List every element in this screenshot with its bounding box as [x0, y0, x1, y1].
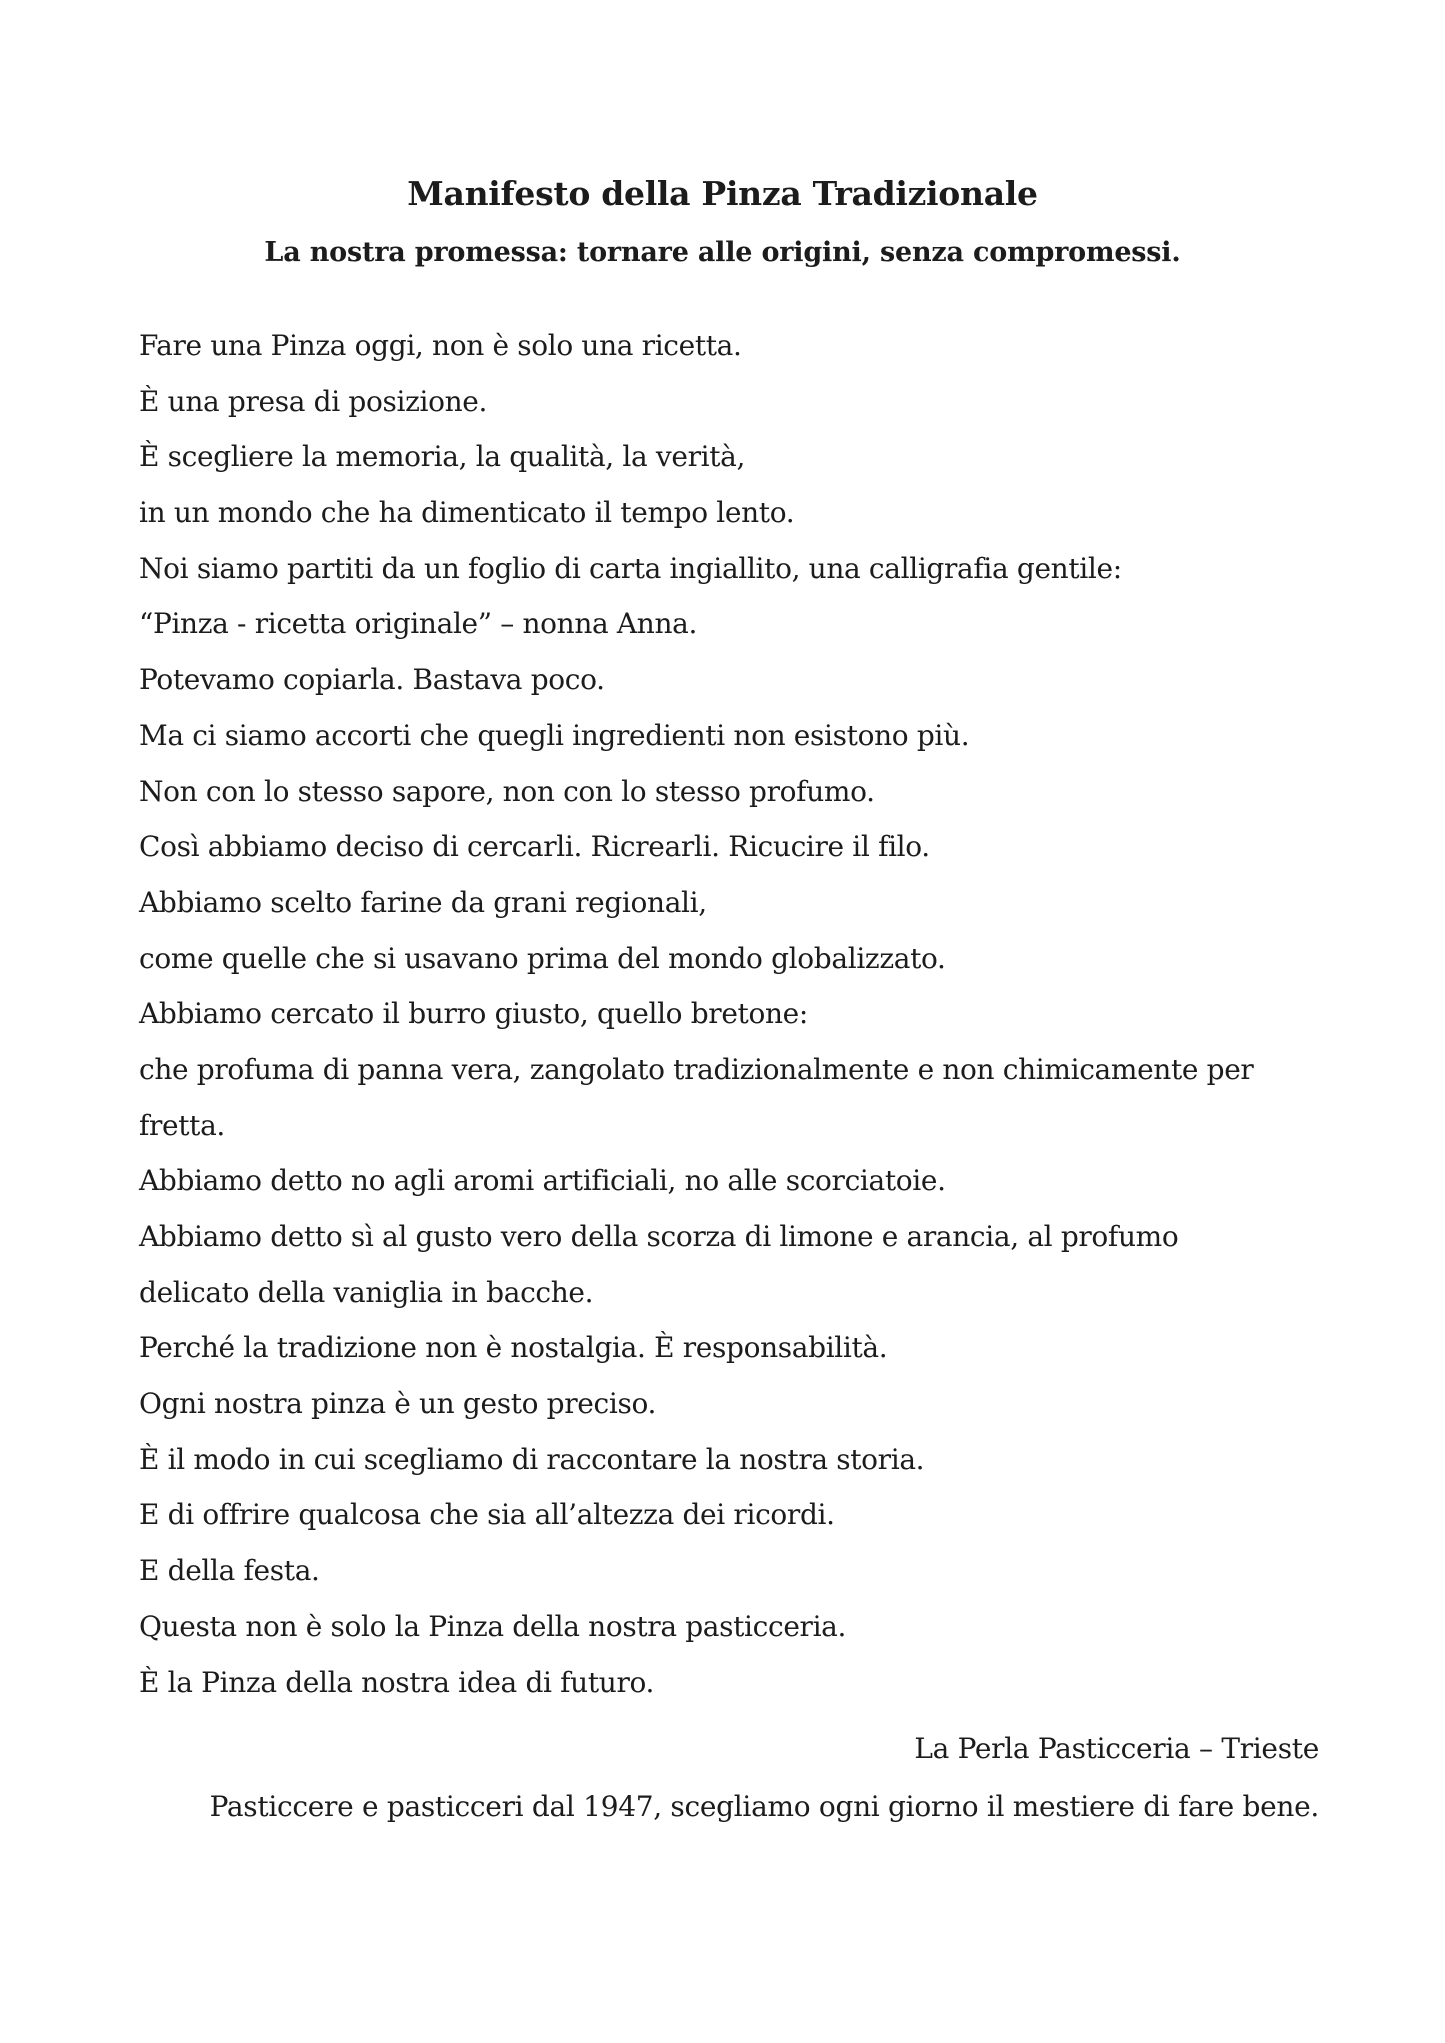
text-line: Abbiamo scelto farine da grani regionali, [139, 885, 707, 919]
text-line: Abbiamo detto no agli aromi artificiali, no alle scorciatoie. [139, 1164, 946, 1198]
text-line: Abbiamo detto sì al gusto vero della scorza di limone e arancia, al profumo [139, 1220, 1179, 1253]
text-line: Potevamo copiarla. Bastava poco. [139, 663, 605, 697]
text-line: Così abbiamo deciso di cercarli. Ricrearli. Ricucire il filo. [139, 830, 930, 864]
manifesto-body [139, 318, 1319, 1710]
text-line: E di offrire qualcosa che sia all’altezza dei ricordi. [139, 1498, 835, 1532]
signature-tagline: Pasticcere e pasticceri dal 1947, scegliamo ogni giorno il mestiere di fare bene. [209, 1790, 1319, 1823]
text-line: Questa non è solo la Pinza della nostra pasticceria. [139, 1609, 847, 1643]
document-title: Manifesto della Pinza Tradizionale [407, 174, 1038, 213]
text-line: che profuma di panna vera, zangolato tradizionalmente e non chimicamente per [139, 1052, 1254, 1086]
document-subtitle: La nostra promessa: tornare alle origini, senza compromessi. [264, 237, 1181, 268]
signature-block [210, 1720, 1319, 1836]
text-line: Ogni nostra pinza è un gesto preciso. [139, 1387, 657, 1421]
text-line: in un mondo che ha dimenticato il tempo lento. [139, 496, 795, 530]
text-line: È il modo in cui scegliamo di raccontare la nostra storia. [139, 1442, 925, 1476]
text-line: Ma ci siamo accorti che quegli ingredienti non esistono più. [139, 718, 970, 752]
signature-name: La Perla Pasticceria – Trieste [914, 1732, 1319, 1765]
text-line: “Pinza - ricetta originale” – nonna Anna. [139, 607, 698, 641]
text-line: Non con lo stesso sapore, non con lo stesso profumo. [139, 774, 875, 808]
text-line: delicato della vaniglia in bacche. [139, 1275, 594, 1309]
text-line: Abbiamo cercato il burro giusto, quello bretone: [139, 997, 808, 1031]
text-line: Perché la tradizione non è nostalgia. È responsabilità. [139, 1331, 888, 1365]
text-line: fretta. [139, 1108, 225, 1142]
text-line: Noi siamo partiti da un foglio di carta ingiallito, una calligrafia gentile: [139, 551, 1122, 585]
text-line: come quelle che si usavano prima del mondo globalizzato. [139, 941, 946, 975]
text-line: Fare una Pinza oggi, non è solo una ricetta. [139, 329, 742, 362]
text-line: È una presa di posizione. [139, 384, 488, 418]
text-line: È scegliere la memoria, la qualità, la verità, [139, 440, 746, 474]
text-line: È la Pinza della nostra idea di futuro. [139, 1665, 655, 1699]
text-line: E della festa. [139, 1554, 320, 1588]
